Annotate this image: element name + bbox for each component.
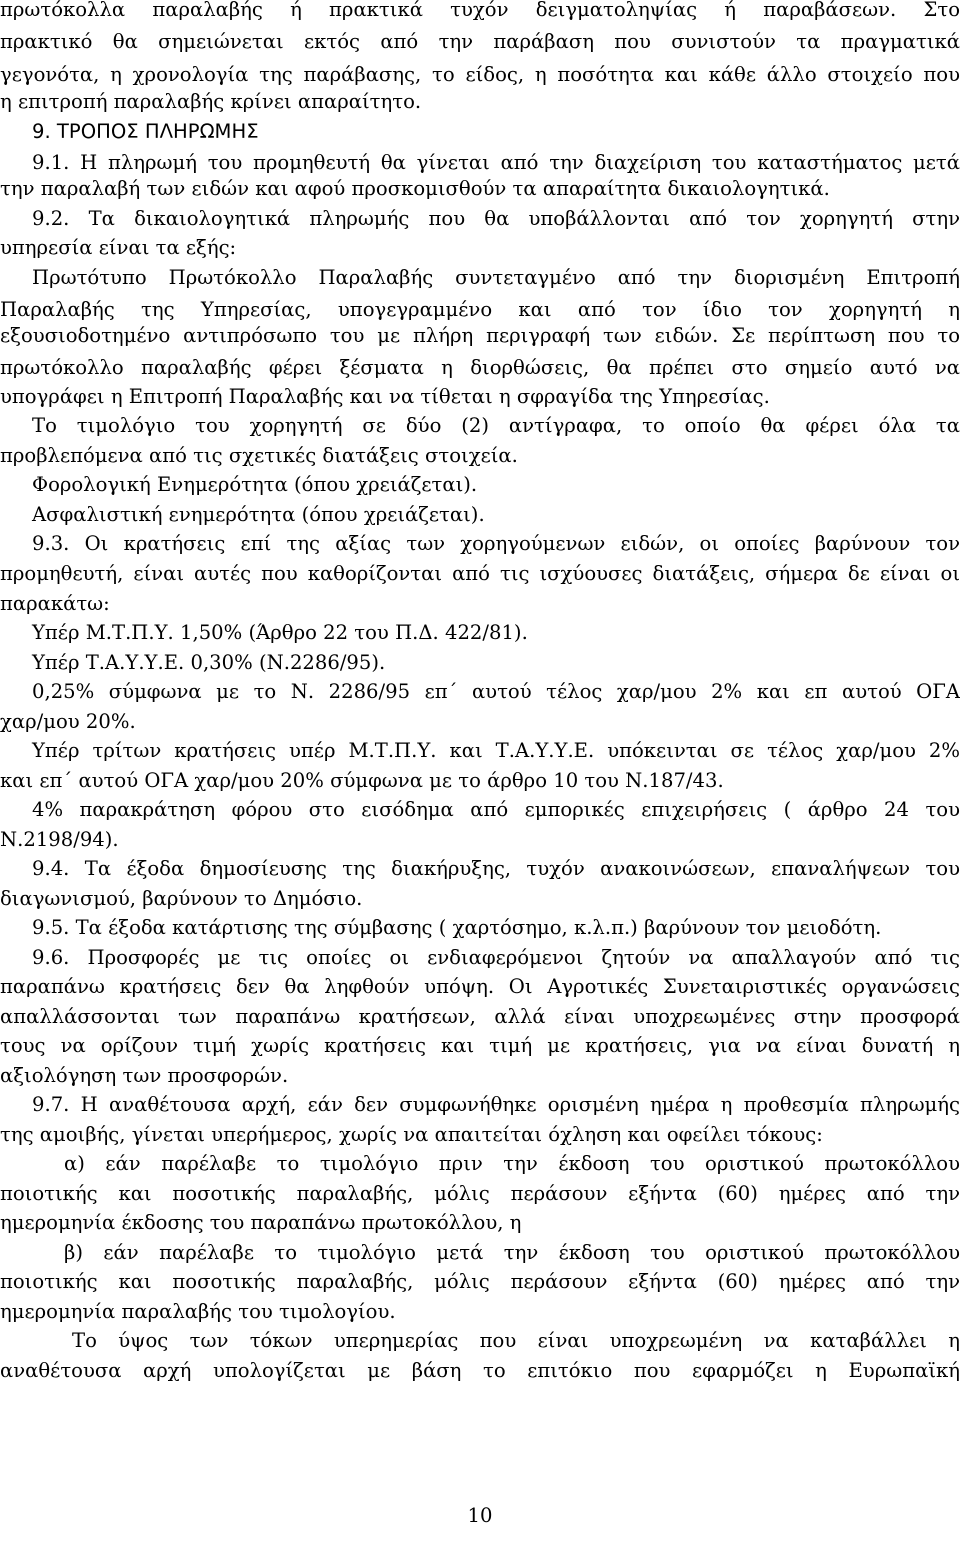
paragraph-line: 9.3. Οι κρατήσεις επί της αξίας των χορηγούμενων ειδών, οι οποίες βαρύνουν τον — [32, 532, 960, 555]
paragraph-line: 4% παρακράτηση φόρου στο εισόδημα από εμπορικές επιχειρήσεις ( άρθρο 24 του — [32, 798, 960, 821]
paragraph-line: Το ύψος των τόκων υπερημερίας που είναι υποχρεωμένη να καταβάλλει η — [72, 1329, 960, 1352]
paragraph-line: ημερομηνία παραλαβής του τιμολογίου. — [0, 1300, 396, 1323]
paragraph-line: ποιοτικής και ποσοτικής παραλαβής, μόλις περάσουν εξήντα (60) ημέρες από την — [0, 1182, 960, 1205]
paragraph-line: υπηρεσία είναι τα εξής: — [0, 236, 237, 259]
paragraph-line: υπογράφει η Επιτροπή Παραλαβής και να τίθεται η σφραγίδα της Υπηρεσίας. — [0, 385, 770, 408]
paragraph-line: Υπέρ Τ.Α.Υ.Υ.Ε. 0,30% (Ν.2286/95). — [32, 651, 386, 674]
paragraph-line: 9.5. Τα έξοδα κατάρτισης της σύμβασης ( χαρτόσημο, κ.λ.π.) βαρύνουν τον μειοδότη. — [32, 916, 882, 939]
paragraph-line: προβλεπόμενα από τις σχετικές διατάξεις στοιχεία. — [0, 444, 518, 467]
paragraph-line: παρακάτω: — [0, 592, 110, 615]
paragraph-line: προμηθευτή, είναι αυτές που καθορίζονται από τις ισχύουσες διατάξεις, σήμερα δε είναι οι — [0, 562, 960, 585]
paragraph-line: Ν.2198/94). — [0, 828, 119, 851]
paragraph-line: η επιτροπή παραλαβής κρίνει απαραίτητο. — [0, 90, 422, 113]
paragraph-line: Το τιμολόγιο του χορηγητή σε δύο (2) αντίγραφα, το οποίο θα φέρει όλα τα — [32, 414, 960, 437]
paragraph-line: Ασφαλιστική ενημερότητα (όπου χρειάζεται). — [32, 503, 485, 526]
paragraph-line: την παραλαβή των ειδών και αφού προσκομισθούν τα απαραίτητα δικαιολογητικά. — [0, 177, 830, 200]
paragraph-line: 9.7. Η αναθέτουσα αρχή, εάν δεν συμφωνήθηκε ορισμένη ημέρα η προθεσμία πληρωμής — [32, 1093, 960, 1116]
paragraph-line: χαρ/μου 20%. — [0, 710, 136, 733]
paragraph-line: Πρωτότυπο Πρωτόκολλο Παραλαβής συντεταγμένο από την διορισμένη Επιτροπή — [32, 266, 960, 289]
paragraph-line: και επ΄ αυτού ΟΓΑ χαρ/μου 20% σύμφωνα με το άρθρο 10 του Ν.187/43. — [0, 769, 724, 792]
paragraph-line: πρωτόκολλα παραλαβής ή πρακτικά τυχόν δειγματοληψίας ή παραβάσεων. Στο — [0, 0, 960, 21]
paragraph-line: Παραλαβής της Υπηρεσίας, υπογεγραμμένο και από τον ίδιο τον χορηγητή η — [0, 298, 960, 321]
paragraph-line: 9.4. Τα έξοδα δημοσίευσης της διακήρυξης, τυχόν ανακοινώσεων, επαναλήψεων του — [32, 857, 960, 880]
section-heading: 9. ΤΡΟΠΟΣ ΠΛΗΡΩΜΗΣ — [32, 120, 259, 143]
paragraph-line: διαγωνισμού, βαρύνουν το Δημόσιο. — [0, 887, 363, 910]
paragraph-line: εξουσιοδοτημένο αντιπρόσωπο του με πλήρη περιγραφή των ειδών. Σε περίπτωση που το — [0, 324, 960, 347]
paragraph-line: Υπέρ Μ.Τ.Π.Υ. 1,50% (Άρθρο 22 του Π.Δ. 422/81). — [32, 621, 528, 644]
paragraph-line: παραπάνω κρατήσεις δεν θα ληφθούν υπόψη. Οι Αγροτικές Συνεταιριστικές οργανώσεις — [0, 975, 960, 998]
paragraph-line: της αμοιβής, γίνεται υπερήμερος, χωρίς να απαιτείται όχληση και οφείλει τόκους: — [0, 1123, 823, 1146]
paragraph-line: πρακτικό θα σημειώνεται εκτός από την παράβαση που συνιστούν τα πραγματικά — [0, 30, 960, 53]
paragraph-line: 9.1. Η πληρωμή του προμηθευτή θα γίνεται από την διαχείριση του καταστήματος μετά — [32, 151, 960, 174]
paragraph-line: γεγονότα, η χρονολογία της παράβασης, το είδος, η ποσότητα και κάθε άλλο στοιχείο που — [0, 63, 960, 86]
paragraph-line: Φορολογική Ενημερότητα (όπου χρειάζεται). — [32, 473, 478, 496]
paragraph-line: 0,25% σύμφωνα με το Ν. 2286/95 επ΄ αυτού τέλος χαρ/μου 2% και επ αυτού ΟΓΑ — [32, 680, 960, 703]
paragraph-line: ποιοτικής και ποσοτικής παραλαβής, μόλις περάσουν εξήντα (60) ημέρες από την — [0, 1270, 960, 1293]
paragraph-line: απαλλάσσονται των παραπάνω κρατήσεων, αλλά είναι υποχρεωμένες στην προσφορά — [0, 1005, 960, 1028]
paragraph-line: τους να ορίζουν τιμή χωρίς κρατήσεις και τιμή με κρατήσεις, για να είναι δυνατή η — [0, 1034, 960, 1057]
paragraph-line: β) εάν παρέλαβε το τιμολόγιο μετά την έκδοση του οριστικού πρωτοκόλλου — [64, 1241, 960, 1264]
paragraph-line: ημερομηνία έκδοσης του παραπάνω πρωτοκόλλου, η — [0, 1211, 522, 1234]
paragraph-line: 9.6. Προσφορές με τις οποίες οι ενδιαφερόμενοι ζητούν να απαλλαγούν από τις — [32, 946, 960, 969]
paragraph-line: Υπέρ τρίτων κρατήσεις υπέρ Μ.Τ.Π.Υ. και Τ.Α.Υ.Υ.Ε. υπόκεινται σε τέλος χαρ/μου 2% — [32, 739, 960, 762]
paragraph-line: πρωτόκολλο παραλαβής φέρει ξέσματα η διορθώσεις, θα πρέπει στο σημείο αυτό να — [0, 356, 960, 379]
paragraph-line: αναθέτουσα αρχή υπολογίζεται με βάση το επιτόκιο που εφαρμόζει η Ευρωπαϊκή — [0, 1359, 960, 1382]
paragraph-line: 9.2. Τα δικαιολογητικά πληρωμής που θα υποβάλλονται από τον χορηγητή στην — [32, 207, 960, 230]
paragraph-line: αξιολόγηση των προσφορών. — [0, 1064, 289, 1087]
page-number: 10 — [467, 1504, 493, 1527]
paragraph-line: α) εάν παρέλαβε το τιμολόγιο πριν την έκδοση του οριστικού πρωτοκόλλου — [64, 1152, 960, 1175]
